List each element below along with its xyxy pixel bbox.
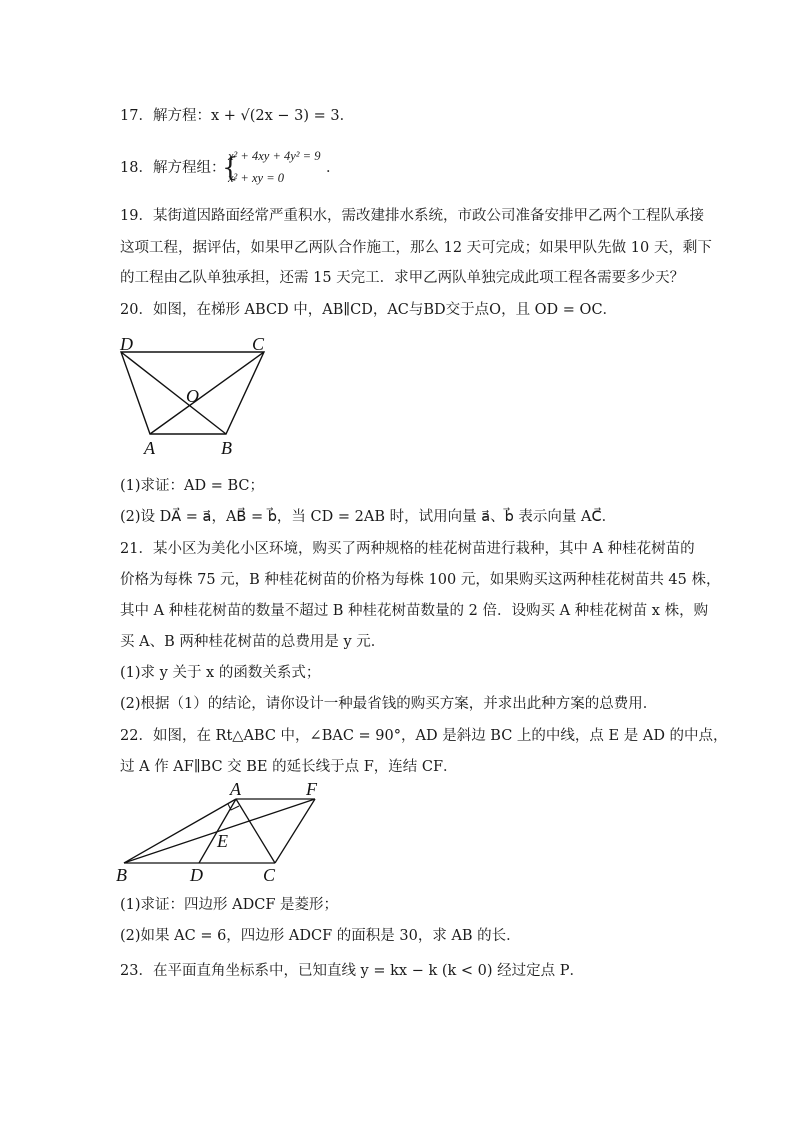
equation-2: x² + xy = 0 bbox=[228, 171, 285, 185]
label-F: F bbox=[306, 779, 317, 799]
question-21-line-2: 价格为每株 75 元，B 种桂花树苗的价格为每株 100 元，如果购买这两种桂花树苗共 45 株， bbox=[120, 572, 721, 588]
question-22-line-1: 22．如图，在 Rt△ABC 中，∠BAC = 90°，AD 是斜边 BC 上的中线，点 E 是 AD 的中点， bbox=[120, 728, 728, 744]
rhombus-figure bbox=[110, 780, 330, 890]
label-O: O bbox=[186, 386, 199, 406]
label-B: B bbox=[116, 865, 127, 885]
label-E: E bbox=[217, 831, 228, 851]
equation-1: x² + 4xy + 4y² = 9 bbox=[228, 149, 321, 163]
question-22-part-2: (2)如果 AC = 6，四边形 ADCF 的面积是 30，求 AB 的长． bbox=[120, 928, 521, 944]
question-21-part-2: (2)根据（1）的结论，请你设计一种最省钱的购买方案，并求出此种方案的总费用． bbox=[120, 696, 658, 712]
question-20-part-1: (1)求证：AD = BC； bbox=[120, 478, 265, 494]
question-17: 17．解方程：x + √(2x − 3) = 3． bbox=[120, 108, 355, 124]
label-A: A bbox=[144, 438, 155, 458]
label-C: C bbox=[263, 865, 276, 885]
question-22-part-1: (1)求证：四边形 ADCF 是菱形； bbox=[120, 897, 339, 913]
brace-icon: { bbox=[222, 153, 239, 183]
equation-system bbox=[222, 147, 342, 191]
label-D: D bbox=[190, 865, 203, 885]
question-23: 23．在平面直角坐标系中，已知直线 y = kx − k (k < 0) 经过定点 P． bbox=[120, 963, 585, 979]
question-20-part-2: (2)设 DA⃗ = a⃗，AB⃗ = b⃗，当 CD = 2AB 时，试用向量 a⃗、b⃗ 表示向量 AC⃗． bbox=[120, 509, 617, 525]
label-C: C bbox=[252, 334, 265, 354]
label-D: D bbox=[120, 334, 133, 354]
question-19-line-2: 这项工程，据评估，如果甲乙两队合作施工，那么 12 天可完成；如果甲队先做 10 天，剩下 bbox=[120, 240, 712, 256]
question-21-part-1: (1)求 y 关于 x 的函数关系式； bbox=[120, 665, 321, 681]
question-19-line-3: 的工程由乙队单独承担，还需 15 天完工．求甲乙两队单独完成此项工程各需要多少天？ bbox=[120, 270, 685, 286]
question-18-prefix: 18．解方程组： bbox=[120, 160, 226, 176]
question-21-line-4: 买 A、B 两种桂花树苗的总费用是 y 元． bbox=[120, 634, 386, 650]
label-B: B bbox=[221, 438, 232, 458]
question-18-suffix: ． bbox=[326, 160, 341, 176]
label-A: A bbox=[230, 779, 241, 799]
question-19-line-1: 19．某街道因路面经常严重积水，需改建排水系统，市政公司准备安排甲乙两个工程队承接 bbox=[120, 208, 704, 224]
question-21-line-3: 其中 A 种桂花树苗的数量不超过 B 种桂花树苗数量的 2 倍．设购买 A 种桂花树苗 x 株，购 bbox=[120, 603, 709, 619]
question-20: 20．如图，在梯形 ABCD 中，AB∥CD，AC与BD交于点O，且 OD = OC． bbox=[120, 302, 618, 318]
question-21-line-1: 21．某小区为美化小区环境，购买了两种规格的桂花树苗进行栽种，其中 A 种桂花树苗的 bbox=[120, 541, 695, 557]
question-22-line-2: 过 A 作 AF∥BC 交 BE 的延长线于点 F，连结 CF． bbox=[120, 759, 458, 775]
trapezoid-figure bbox=[110, 330, 280, 460]
